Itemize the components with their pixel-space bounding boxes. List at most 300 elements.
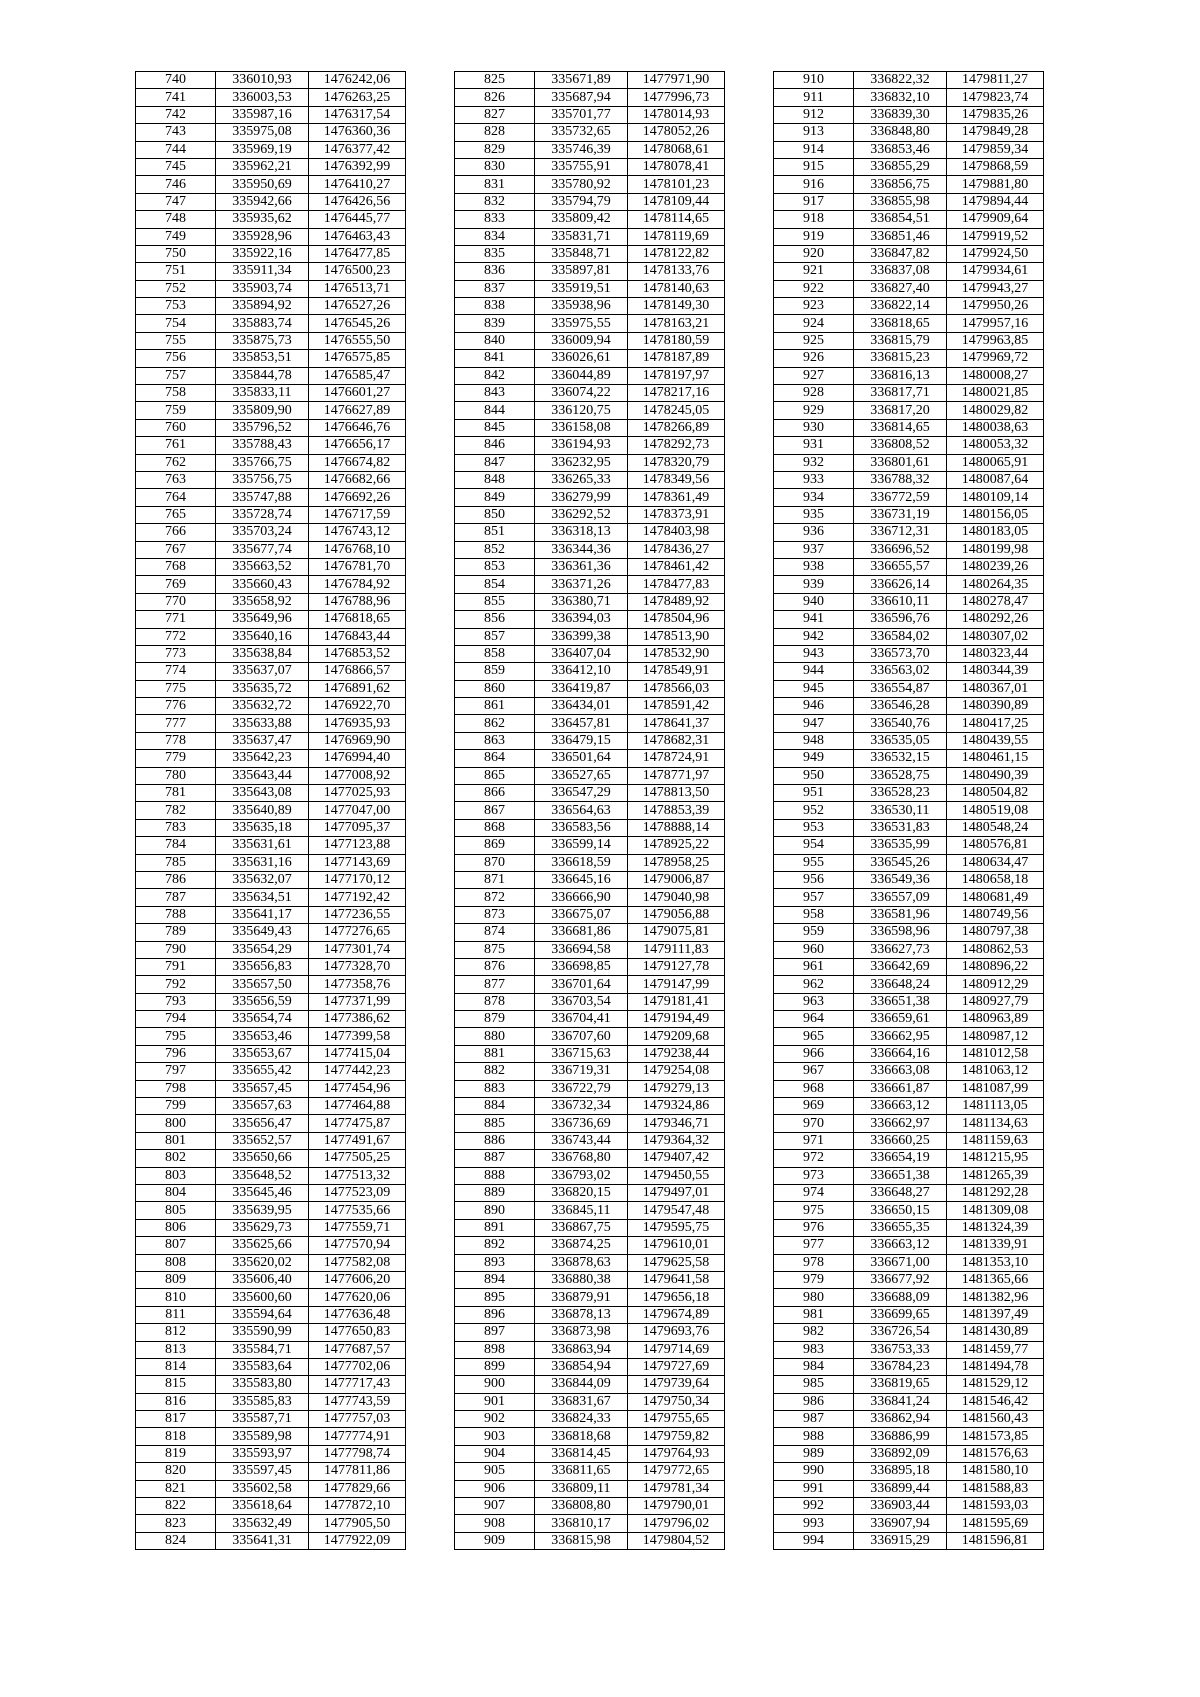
point-number-cell: 879 — [455, 1011, 535, 1028]
y-coordinate-cell: 1479364,32 — [628, 1132, 725, 1149]
y-coordinate-cell: 1479641,58 — [628, 1271, 725, 1288]
x-coordinate-cell: 336818,68 — [535, 1428, 628, 1445]
x-coordinate-cell: 336704,41 — [535, 1011, 628, 1028]
table-row — [455, 298, 725, 315]
y-coordinate-cell: 1478724,91 — [628, 750, 725, 767]
x-coordinate-cell: 335728,74 — [216, 506, 309, 523]
x-coordinate-cell: 336380,71 — [535, 593, 628, 610]
y-coordinate-cell: 1479849,28 — [947, 124, 1044, 141]
y-coordinate-cell: 1478052,26 — [628, 124, 725, 141]
point-number-cell: 930 — [774, 419, 854, 436]
x-coordinate-cell: 335654,29 — [216, 941, 309, 958]
point-number-cell: 987 — [774, 1411, 854, 1428]
table-row — [455, 454, 725, 471]
point-number-cell: 863 — [455, 732, 535, 749]
point-number-cell: 770 — [136, 593, 216, 610]
x-coordinate-cell: 336663,12 — [854, 1237, 947, 1254]
table-row — [455, 1463, 725, 1480]
point-number-cell: 762 — [136, 454, 216, 471]
x-coordinate-cell: 336903,44 — [854, 1498, 947, 1515]
x-coordinate-cell: 335600,60 — [216, 1289, 309, 1306]
x-coordinate-cell: 336651,38 — [854, 993, 947, 1010]
y-coordinate-cell: 1478078,41 — [628, 158, 725, 175]
x-coordinate-cell: 336655,35 — [854, 1219, 947, 1236]
x-coordinate-cell: 336528,75 — [854, 767, 947, 784]
y-coordinate-cell: 1477811,86 — [309, 1463, 406, 1480]
point-number-cell: 742 — [136, 106, 216, 123]
table-row — [455, 1324, 725, 1341]
y-coordinate-cell: 1481087,99 — [947, 1080, 1044, 1097]
table-row — [455, 1150, 725, 1167]
x-coordinate-cell: 336583,56 — [535, 819, 628, 836]
table-row — [774, 1428, 1044, 1445]
table-row — [455, 750, 725, 767]
x-coordinate-cell: 336584,02 — [854, 628, 947, 645]
table-row — [774, 1498, 1044, 1515]
y-coordinate-cell: 1479147,99 — [628, 976, 725, 993]
table-row — [774, 1271, 1044, 1288]
y-coordinate-cell: 1481573,85 — [947, 1428, 1044, 1445]
x-coordinate-cell: 336854,94 — [535, 1358, 628, 1375]
y-coordinate-cell: 1477192,42 — [309, 889, 406, 906]
y-coordinate-cell: 1479324,86 — [628, 1098, 725, 1115]
table-row — [455, 1445, 725, 1462]
y-coordinate-cell: 1480417,25 — [947, 715, 1044, 732]
point-number-cell: 975 — [774, 1202, 854, 1219]
x-coordinate-cell: 335756,75 — [216, 471, 309, 488]
y-coordinate-cell: 1478163,21 — [628, 315, 725, 332]
x-coordinate-cell: 335875,73 — [216, 332, 309, 349]
y-coordinate-cell: 1478180,59 — [628, 332, 725, 349]
point-number-cell: 892 — [455, 1237, 535, 1254]
y-coordinate-cell: 1481593,03 — [947, 1498, 1044, 1515]
y-coordinate-cell: 1476843,44 — [309, 628, 406, 645]
x-coordinate-cell: 335747,88 — [216, 489, 309, 506]
table-row — [455, 854, 725, 871]
x-coordinate-cell: 335950,69 — [216, 176, 309, 193]
x-coordinate-cell: 335755,91 — [535, 158, 628, 175]
point-number-cell: 991 — [774, 1480, 854, 1497]
table-row — [136, 471, 406, 488]
x-coordinate-cell: 336818,65 — [854, 315, 947, 332]
table-row — [774, 1289, 1044, 1306]
x-coordinate-cell: 335635,18 — [216, 819, 309, 836]
y-coordinate-cell: 1480519,08 — [947, 802, 1044, 819]
y-coordinate-cell: 1477025,93 — [309, 785, 406, 802]
table-row — [136, 558, 406, 575]
point-number-cell: 778 — [136, 732, 216, 749]
y-coordinate-cell: 1478549,91 — [628, 663, 725, 680]
table-row — [136, 263, 406, 280]
table-row — [455, 871, 725, 888]
table-row — [455, 506, 725, 523]
point-number-cell: 804 — [136, 1185, 216, 1202]
x-coordinate-cell: 336732,34 — [535, 1098, 628, 1115]
y-coordinate-cell: 1479497,01 — [628, 1185, 725, 1202]
table-row — [455, 1480, 725, 1497]
y-coordinate-cell: 1478925,22 — [628, 837, 725, 854]
point-number-cell: 824 — [136, 1532, 216, 1549]
table-row — [136, 506, 406, 523]
table-row — [455, 785, 725, 802]
y-coordinate-cell: 1476445,77 — [309, 211, 406, 228]
point-number-cell: 767 — [136, 541, 216, 558]
x-coordinate-cell: 336837,08 — [854, 263, 947, 280]
x-coordinate-cell: 335942,66 — [216, 193, 309, 210]
table-row — [774, 72, 1044, 89]
table-row — [136, 280, 406, 297]
table-row — [455, 419, 725, 436]
point-number-cell: 780 — [136, 767, 216, 784]
table-row — [774, 1515, 1044, 1532]
x-coordinate-cell: 336531,83 — [854, 819, 947, 836]
point-number-cell: 919 — [774, 228, 854, 245]
x-coordinate-cell: 336545,26 — [854, 854, 947, 871]
x-coordinate-cell: 336232,95 — [535, 454, 628, 471]
point-number-cell: 841 — [455, 350, 535, 367]
x-coordinate-cell: 335633,88 — [216, 715, 309, 732]
point-number-cell: 981 — [774, 1306, 854, 1323]
table-row — [774, 1393, 1044, 1410]
x-coordinate-cell: 336844,09 — [535, 1376, 628, 1393]
table-row — [455, 941, 725, 958]
point-number-cell: 884 — [455, 1098, 535, 1115]
x-coordinate-cell: 335660,43 — [216, 576, 309, 593]
point-number-cell: 832 — [455, 193, 535, 210]
point-number-cell: 882 — [455, 1063, 535, 1080]
table-row — [774, 506, 1044, 523]
point-number-cell: 787 — [136, 889, 216, 906]
point-number-cell: 854 — [455, 576, 535, 593]
y-coordinate-cell: 1479790,01 — [628, 1498, 725, 1515]
x-coordinate-cell: 336120,75 — [535, 402, 628, 419]
x-coordinate-cell: 335641,17 — [216, 906, 309, 923]
y-coordinate-cell: 1477399,58 — [309, 1028, 406, 1045]
y-coordinate-cell: 1479759,82 — [628, 1428, 725, 1445]
x-coordinate-cell: 335656,47 — [216, 1115, 309, 1132]
point-number-cell: 861 — [455, 698, 535, 715]
table-row — [136, 1498, 406, 1515]
y-coordinate-cell: 1477415,04 — [309, 1045, 406, 1062]
y-coordinate-cell: 1480183,05 — [947, 524, 1044, 541]
table-row — [136, 837, 406, 854]
y-coordinate-cell: 1480490,39 — [947, 767, 1044, 784]
table-row — [455, 1185, 725, 1202]
x-coordinate-cell: 336824,33 — [535, 1411, 628, 1428]
table-row — [774, 958, 1044, 975]
y-coordinate-cell: 1477505,25 — [309, 1150, 406, 1167]
x-coordinate-cell: 335844,78 — [216, 367, 309, 384]
y-coordinate-cell: 1477371,99 — [309, 993, 406, 1010]
point-number-cell: 782 — [136, 802, 216, 819]
table-row — [136, 1463, 406, 1480]
x-coordinate-cell: 336845,11 — [535, 1202, 628, 1219]
table-row — [136, 350, 406, 367]
y-coordinate-cell: 1476682,66 — [309, 471, 406, 488]
x-coordinate-cell: 335641,31 — [216, 1532, 309, 1549]
x-coordinate-cell: 336648,27 — [854, 1185, 947, 1202]
x-coordinate-cell: 336318,13 — [535, 524, 628, 541]
y-coordinate-cell: 1481430,89 — [947, 1324, 1044, 1341]
table-row — [455, 1376, 725, 1393]
point-number-cell: 914 — [774, 141, 854, 158]
y-coordinate-cell: 1479796,02 — [628, 1515, 725, 1532]
x-coordinate-cell: 335632,07 — [216, 871, 309, 888]
x-coordinate-cell: 336194,93 — [535, 437, 628, 454]
point-number-cell: 785 — [136, 854, 216, 871]
x-coordinate-cell: 336699,65 — [854, 1306, 947, 1323]
y-coordinate-cell: 1481382,96 — [947, 1289, 1044, 1306]
table-row — [136, 1411, 406, 1428]
y-coordinate-cell: 1476646,76 — [309, 419, 406, 436]
x-coordinate-cell: 335640,16 — [216, 628, 309, 645]
table-row — [774, 141, 1044, 158]
x-coordinate-cell: 336361,36 — [535, 558, 628, 575]
point-number-cell: 905 — [455, 1463, 535, 1480]
table-row — [774, 576, 1044, 593]
x-coordinate-cell: 336677,92 — [854, 1271, 947, 1288]
y-coordinate-cell: 1479943,27 — [947, 280, 1044, 297]
table-row — [455, 889, 725, 906]
table-row — [136, 367, 406, 384]
table-row — [455, 228, 725, 245]
point-number-cell: 800 — [136, 1115, 216, 1132]
y-coordinate-cell: 1476585,47 — [309, 367, 406, 384]
y-coordinate-cell: 1480439,55 — [947, 732, 1044, 749]
y-coordinate-cell: 1476692,26 — [309, 489, 406, 506]
point-number-cell: 971 — [774, 1132, 854, 1149]
y-coordinate-cell: 1477905,50 — [309, 1515, 406, 1532]
table-row — [455, 437, 725, 454]
table-row — [455, 1167, 725, 1184]
table-row — [774, 1098, 1044, 1115]
x-coordinate-cell: 335928,96 — [216, 228, 309, 245]
table-row — [136, 1115, 406, 1132]
table-row — [455, 906, 725, 923]
point-number-cell: 993 — [774, 1515, 854, 1532]
y-coordinate-cell: 1481339,91 — [947, 1237, 1044, 1254]
point-number-cell: 753 — [136, 298, 216, 315]
point-number-cell: 835 — [455, 245, 535, 262]
table-row — [774, 1532, 1044, 1549]
y-coordinate-cell: 1478014,93 — [628, 106, 725, 123]
y-coordinate-cell: 1479595,75 — [628, 1219, 725, 1236]
x-coordinate-cell: 336554,87 — [854, 680, 947, 697]
table-row — [136, 1341, 406, 1358]
point-number-cell: 943 — [774, 645, 854, 662]
y-coordinate-cell: 1478373,91 — [628, 506, 725, 523]
table-row — [136, 1185, 406, 1202]
point-number-cell: 939 — [774, 576, 854, 593]
x-coordinate-cell: 336814,65 — [854, 419, 947, 436]
y-coordinate-cell: 1477757,03 — [309, 1411, 406, 1428]
x-coordinate-cell: 336816,13 — [854, 367, 947, 384]
y-coordinate-cell: 1479755,65 — [628, 1411, 725, 1428]
point-number-cell: 797 — [136, 1063, 216, 1080]
point-number-cell: 865 — [455, 767, 535, 784]
y-coordinate-cell: 1479881,80 — [947, 176, 1044, 193]
point-number-cell: 829 — [455, 141, 535, 158]
x-coordinate-cell: 336832,10 — [854, 89, 947, 106]
point-number-cell: 947 — [774, 715, 854, 732]
table-row — [455, 1515, 725, 1532]
x-coordinate-cell: 335638,84 — [216, 645, 309, 662]
point-number-cell: 897 — [455, 1324, 535, 1341]
y-coordinate-cell: 1480367,01 — [947, 680, 1044, 697]
table-row — [774, 1341, 1044, 1358]
point-number-cell: 796 — [136, 1045, 216, 1062]
x-coordinate-cell: 335656,59 — [216, 993, 309, 1010]
table-row — [774, 593, 1044, 610]
x-coordinate-cell: 335938,96 — [535, 298, 628, 315]
table-row — [136, 767, 406, 784]
point-number-cell: 926 — [774, 350, 854, 367]
point-number-cell: 873 — [455, 906, 535, 923]
table-row — [136, 1045, 406, 1062]
y-coordinate-cell: 1476656,17 — [309, 437, 406, 454]
y-coordinate-cell: 1476392,99 — [309, 158, 406, 175]
point-number-cell: 747 — [136, 193, 216, 210]
table-row — [774, 663, 1044, 680]
table-row — [136, 732, 406, 749]
point-number-cell: 965 — [774, 1028, 854, 1045]
y-coordinate-cell: 1480912,29 — [947, 976, 1044, 993]
y-coordinate-cell: 1480461,15 — [947, 750, 1044, 767]
x-coordinate-cell: 335640,89 — [216, 802, 309, 819]
point-number-cell: 976 — [774, 1219, 854, 1236]
point-number-cell: 925 — [774, 332, 854, 349]
point-number-cell: 833 — [455, 211, 535, 228]
y-coordinate-cell: 1479934,61 — [947, 263, 1044, 280]
x-coordinate-cell: 336874,25 — [535, 1237, 628, 1254]
x-coordinate-cell: 336827,40 — [854, 280, 947, 297]
point-number-cell: 944 — [774, 663, 854, 680]
y-coordinate-cell: 1476527,26 — [309, 298, 406, 315]
table-row — [455, 332, 725, 349]
table-row — [774, 1463, 1044, 1480]
y-coordinate-cell: 1480264,35 — [947, 576, 1044, 593]
point-number-cell: 871 — [455, 871, 535, 888]
y-coordinate-cell: 1481576,63 — [947, 1445, 1044, 1462]
point-number-cell: 896 — [455, 1306, 535, 1323]
x-coordinate-cell: 336549,36 — [854, 871, 947, 888]
table-row — [455, 1115, 725, 1132]
x-coordinate-cell: 335687,94 — [535, 89, 628, 106]
x-coordinate-cell: 336820,15 — [535, 1185, 628, 1202]
point-number-cell: 771 — [136, 611, 216, 628]
y-coordinate-cell: 1481560,43 — [947, 1411, 1044, 1428]
point-number-cell: 980 — [774, 1289, 854, 1306]
point-number-cell: 915 — [774, 158, 854, 175]
x-coordinate-cell: 335653,67 — [216, 1045, 309, 1062]
point-number-cell: 751 — [136, 263, 216, 280]
table-row — [774, 1480, 1044, 1497]
y-coordinate-cell: 1476743,12 — [309, 524, 406, 541]
point-number-cell: 913 — [774, 124, 854, 141]
point-number-cell: 984 — [774, 1358, 854, 1375]
x-coordinate-cell: 335606,40 — [216, 1271, 309, 1288]
table-row — [136, 889, 406, 906]
x-coordinate-cell: 335919,51 — [535, 280, 628, 297]
x-coordinate-cell: 336662,95 — [854, 1028, 947, 1045]
point-number-cell: 931 — [774, 437, 854, 454]
x-coordinate-cell: 336563,02 — [854, 663, 947, 680]
table-row — [455, 1237, 725, 1254]
table-row — [136, 454, 406, 471]
y-coordinate-cell: 1476463,43 — [309, 228, 406, 245]
y-coordinate-cell: 1480504,82 — [947, 785, 1044, 802]
x-coordinate-cell: 336546,28 — [854, 698, 947, 715]
y-coordinate-cell: 1478361,49 — [628, 489, 725, 506]
table-row — [136, 645, 406, 662]
x-coordinate-cell: 336535,99 — [854, 837, 947, 854]
table-row — [455, 1045, 725, 1062]
table-row — [136, 906, 406, 923]
x-coordinate-cell: 336661,87 — [854, 1080, 947, 1097]
table-row — [774, 1150, 1044, 1167]
y-coordinate-cell: 1477513,32 — [309, 1167, 406, 1184]
table-row — [774, 211, 1044, 228]
table-row — [774, 924, 1044, 941]
y-coordinate-cell: 1481159,63 — [947, 1132, 1044, 1149]
point-number-cell: 839 — [455, 315, 535, 332]
x-coordinate-cell: 335594,64 — [216, 1306, 309, 1323]
coordinate-table-2 — [454, 71, 725, 1550]
point-number-cell: 920 — [774, 245, 854, 262]
point-number-cell: 760 — [136, 419, 216, 436]
table-row — [774, 854, 1044, 871]
y-coordinate-cell: 1478109,44 — [628, 193, 725, 210]
x-coordinate-cell: 336010,93 — [216, 72, 309, 89]
point-number-cell: 942 — [774, 628, 854, 645]
table-row — [136, 1393, 406, 1410]
point-number-cell: 927 — [774, 367, 854, 384]
table-row — [136, 89, 406, 106]
x-coordinate-cell: 336292,52 — [535, 506, 628, 523]
table-row — [136, 976, 406, 993]
point-number-cell: 888 — [455, 1167, 535, 1184]
table-row — [136, 1445, 406, 1462]
y-coordinate-cell: 1480307,02 — [947, 628, 1044, 645]
point-number-cell: 918 — [774, 211, 854, 228]
x-coordinate-cell: 336854,51 — [854, 211, 947, 228]
point-number-cell: 972 — [774, 1150, 854, 1167]
table-row — [455, 1219, 725, 1236]
y-coordinate-cell: 1481529,12 — [947, 1376, 1044, 1393]
x-coordinate-cell: 336707,60 — [535, 1028, 628, 1045]
point-number-cell: 855 — [455, 593, 535, 610]
y-coordinate-cell: 1476674,82 — [309, 454, 406, 471]
y-coordinate-cell: 1476601,27 — [309, 385, 406, 402]
x-coordinate-cell: 336547,29 — [535, 785, 628, 802]
y-coordinate-cell: 1479957,16 — [947, 315, 1044, 332]
x-coordinate-cell: 336344,36 — [535, 541, 628, 558]
x-coordinate-cell: 336851,46 — [854, 228, 947, 245]
table-row — [136, 819, 406, 836]
x-coordinate-cell: 336598,96 — [854, 924, 947, 941]
y-coordinate-cell: 1480053,32 — [947, 437, 1044, 454]
x-coordinate-cell: 335652,57 — [216, 1132, 309, 1149]
point-number-cell: 869 — [455, 837, 535, 854]
x-coordinate-cell: 335585,83 — [216, 1393, 309, 1410]
y-coordinate-cell: 1480021,85 — [947, 385, 1044, 402]
x-coordinate-cell: 336808,52 — [854, 437, 947, 454]
point-number-cell: 893 — [455, 1254, 535, 1271]
x-coordinate-cell: 335969,19 — [216, 141, 309, 158]
y-coordinate-cell: 1480681,49 — [947, 889, 1044, 906]
y-coordinate-cell: 1480038,63 — [947, 419, 1044, 436]
table-row — [455, 471, 725, 488]
